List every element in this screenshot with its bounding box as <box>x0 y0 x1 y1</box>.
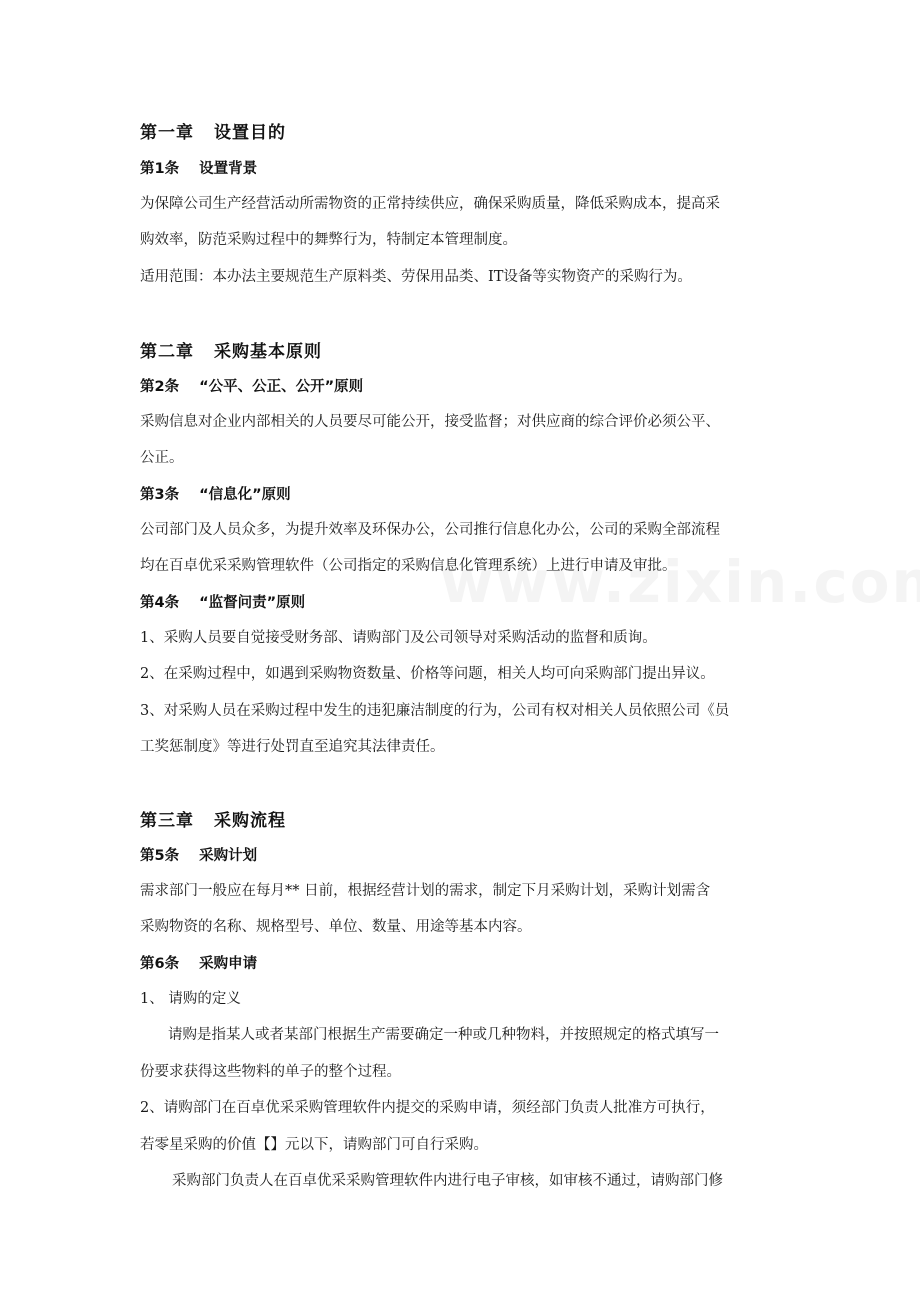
article-4-number: 第4条 <box>140 595 180 611</box>
article-6-number: 第6条 <box>140 956 180 972</box>
article-3-number: 第3条 <box>140 487 180 503</box>
article-1-line-2: 购效率，防范采购过程中的舞弊行为，特制定本管理制度。 <box>140 232 517 248</box>
article-5-heading <box>140 844 257 865</box>
article-6-line-4: 2、请购部门在百卓优采采购管理软件内提交的采购申请，须经部门负责人批准方可执行， <box>140 1100 715 1116</box>
article-4-line-2: 2、在采购过程中，如遇到采购物资数量、价格等问题，相关人均可向采购部门提出异议。 <box>140 666 715 682</box>
article-6-line-5: 若零星采购的价值【】元以下，请购部门可自行采购。 <box>140 1137 488 1153</box>
article-6-heading <box>140 952 257 973</box>
article-5-title: 采购计划 <box>199 848 258 864</box>
chapter-2-title: 采购基本原则 <box>214 342 322 362</box>
chapter-3-number: 第三章 <box>140 811 194 831</box>
article-5-line-1: 需求部门一般应在每月** 日前，根据经营计划的需求，制定下月采购计划，采购计划需含 <box>140 883 711 899</box>
article-2-line-1: 采购信息对企业内部相关的人员要尽可能公开，接受监督；对供应商的综合评价必须公平、 <box>140 414 720 430</box>
article-5-line-2: 采购物资的名称、规格型号、单位、数量、用途等基本内容。 <box>140 919 532 935</box>
article-6-title: 采购申请 <box>199 956 258 972</box>
article-6-line-3: 份要求获得这些物料的单子的整个过程。 <box>140 1064 401 1080</box>
article-6-line-1: 1、 请购的定义 <box>140 991 241 1007</box>
article-3-heading <box>140 483 291 504</box>
article-5-number: 第5条 <box>140 848 180 864</box>
article-4-line-3: 3、对采购人员在采购过程中发生的违犯廉洁制度的行为，公司有权对相关人员依照公司《员 <box>140 703 730 719</box>
article-2-title: “公平、公正、公开”原则 <box>199 379 364 395</box>
article-4-heading <box>140 591 305 612</box>
article-6-line-2: 请购是指某人或者某部门根据生产需要确定一种或几种物料，并按照规定的格式填写一 <box>168 1027 719 1043</box>
article-1-line-1: 为保障公司生产经营活动所需物资的正常持续供应，确保采购质量，降低采购成本，提高采 <box>140 196 720 212</box>
chapter-3-title: 采购流程 <box>214 811 286 831</box>
article-2-heading <box>140 375 363 396</box>
article-2-line-2: 公正。 <box>140 450 184 466</box>
article-1-title: 设置背景 <box>199 161 258 177</box>
chapter-2-heading <box>140 337 322 362</box>
scope-line: 适用范围：本办法主要规范生产原料类、劳保用品类、IT设备等实物资产的采购行为。 <box>140 269 692 285</box>
chapter-1-title: 设置目的 <box>214 123 286 143</box>
article-2-number: 第2条 <box>140 379 180 395</box>
article-3-line-2: 均在百卓优采采购管理软件（公司指定的采购信息化管理系统）上进行申请及审批。 <box>140 558 677 574</box>
article-4-line-4: 工奖惩制度》等进行处罚直至追究其法律责任。 <box>140 739 445 755</box>
chapter-3-heading <box>140 806 286 831</box>
article-4-line-1: 1、采购人员要自觉接受财务部、请购部门及公司领导对采购活动的监督和质询。 <box>140 630 657 646</box>
article-1-heading <box>140 157 257 178</box>
article-6-line-6: 采购部门负责人在百卓优采采购管理软件内进行电子审核，如审核不通过，请购部门修 <box>172 1173 723 1189</box>
chapter-2-number: 第二章 <box>140 342 194 362</box>
article-3-title: “信息化”原则 <box>199 487 291 503</box>
chapter-1-number: 第一章 <box>140 123 194 143</box>
article-1-number: 第1条 <box>140 161 180 177</box>
article-3-line-1: 公司部门及人员众多，为提升效率及环保办公，公司推行信息化办公，公司的采购全部流程 <box>140 522 720 538</box>
chapter-1-heading <box>140 118 286 143</box>
article-4-title: “监督问责”原则 <box>199 595 306 611</box>
